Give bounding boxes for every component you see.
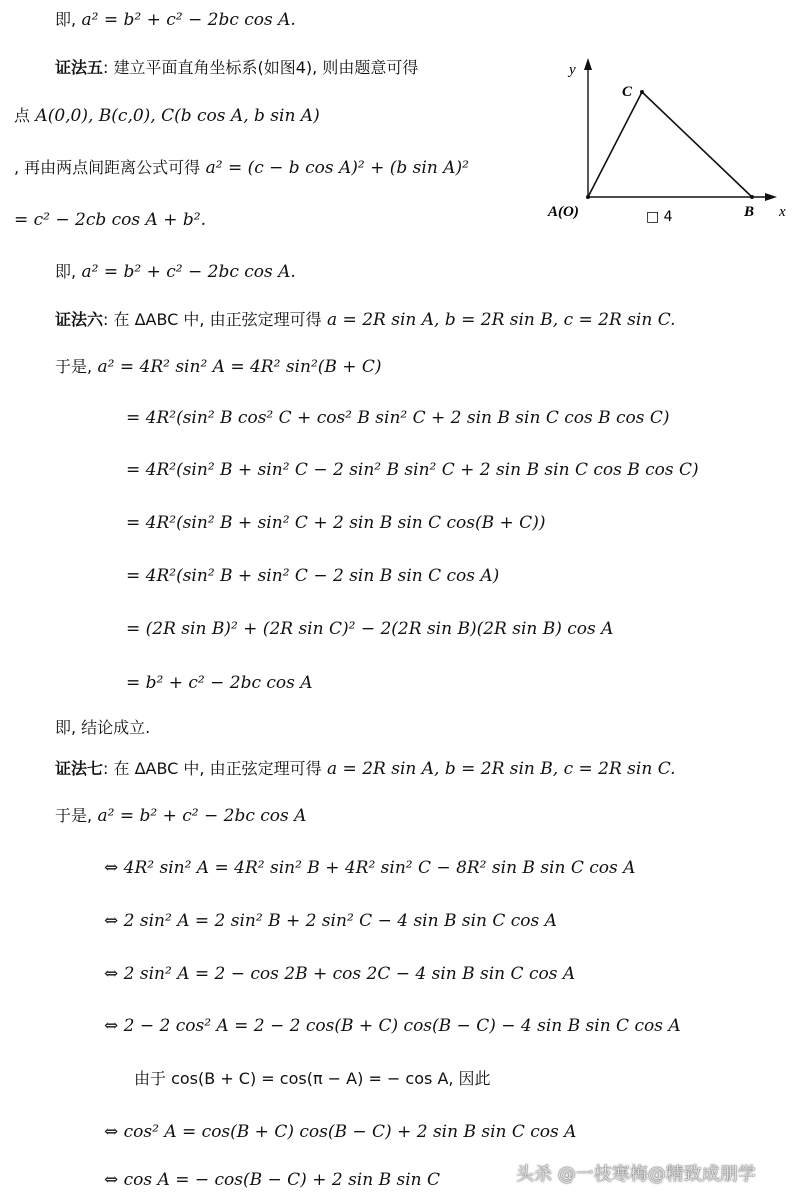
- line-2: 证法五: 建立平面直角坐标系(如图4), 则由题意可得: [55, 58, 419, 77]
- line-15: 即, 结论成立.: [55, 718, 151, 737]
- line-23: ⇔ cos² A = cos(B + C) cos(B − C) + 2 sin B sin C cos A: [104, 1122, 577, 1142]
- point-c-label: C: [622, 84, 633, 100]
- line-21: ⇔ 2 − 2 cos² A = 2 − 2 cos(B + C) cos(B − C) − 4 sin B sin C cos A: [104, 1016, 681, 1036]
- y-axis-label: y: [569, 62, 576, 78]
- line-17: 于是, a² = b² + c² − 2bc cos A: [55, 806, 307, 826]
- triangle-figure: [545, 48, 795, 238]
- figure-caption: □ 4: [646, 209, 673, 225]
- x-axis-label: x: [779, 204, 786, 220]
- y-axis-arrow: [584, 58, 592, 70]
- line-19: ⇔ 2 sin² A = 2 sin² B + 2 sin² C − 4 sin B sin C cos A: [104, 911, 557, 931]
- line-11: = 4R²(sin² B + sin² C + 2 sin B sin C cos(B + C)): [126, 513, 546, 533]
- line-14: = b² + c² − 2bc cos A: [126, 673, 313, 693]
- line-13: = (2R sin B)² + (2R sin C)² − 2(2R sin B)(2R sin B) cos A: [126, 619, 614, 639]
- point-b-label: B: [744, 204, 755, 220]
- line-18: ⇔ 4R² sin² A = 4R² sin² B + 4R² sin² C − 8R² sin B sin C cos A: [104, 858, 636, 878]
- line-9: = 4R²(sin² B cos² C + cos² B sin² C + 2 sin B sin C cos B cos C): [126, 408, 670, 428]
- line-12: = 4R²(sin² B + sin² C − 2 sin B sin C cos A): [126, 566, 500, 586]
- line-4: , 再由两点间距离公式可得 a² = (c − b cos A)² + (b sin A)²: [14, 158, 469, 178]
- x-axis-arrow: [765, 193, 777, 201]
- point-a-dot: [586, 195, 590, 199]
- line-10: = 4R²(sin² B + sin² C − 2 sin² B sin² C + 2 sin B sin C cos B cos C): [126, 460, 699, 480]
- line-24: ⇔ cos A = − cos(B − C) + 2 sin B sin C: [104, 1170, 441, 1190]
- side-cb: [642, 92, 752, 197]
- point-a-label: A(O): [548, 204, 579, 220]
- point-c-dot: [640, 90, 644, 94]
- watermark-text: 头杀 @一枝寒梅@精致成朋学: [516, 1164, 756, 1185]
- line-3: 点 A(0,0), B(c,0), C(b cos A, b sin A): [14, 106, 320, 126]
- line-22: 由于 cos(B + C) = cos(π − A) = − cos A, 因此: [134, 1069, 491, 1088]
- line-7: 证法六: 在 ΔABC 中, 由正弦定理可得 a = 2R sin A, b = 2R sin B, c = 2R sin C.: [55, 310, 676, 330]
- line-5: = c² − 2cb cos A + b².: [14, 210, 206, 230]
- side-ac: [588, 92, 642, 197]
- line-16: 证法七: 在 ΔABC 中, 由正弦定理可得 a = 2R sin A, b = 2R sin B, c = 2R sin C.: [55, 759, 676, 779]
- point-b-dot: [750, 195, 754, 199]
- line-8: 于是, a² = 4R² sin² A = 4R² sin²(B + C): [55, 357, 382, 377]
- line-1: 即, a² = b² + c² − 2bc cos A.: [55, 10, 296, 30]
- line-6: 即, a² = b² + c² − 2bc cos A.: [55, 262, 296, 282]
- line-20: ⇔ 2 sin² A = 2 − cos 2B + cos 2C − 4 sin B sin C cos A: [104, 964, 576, 984]
